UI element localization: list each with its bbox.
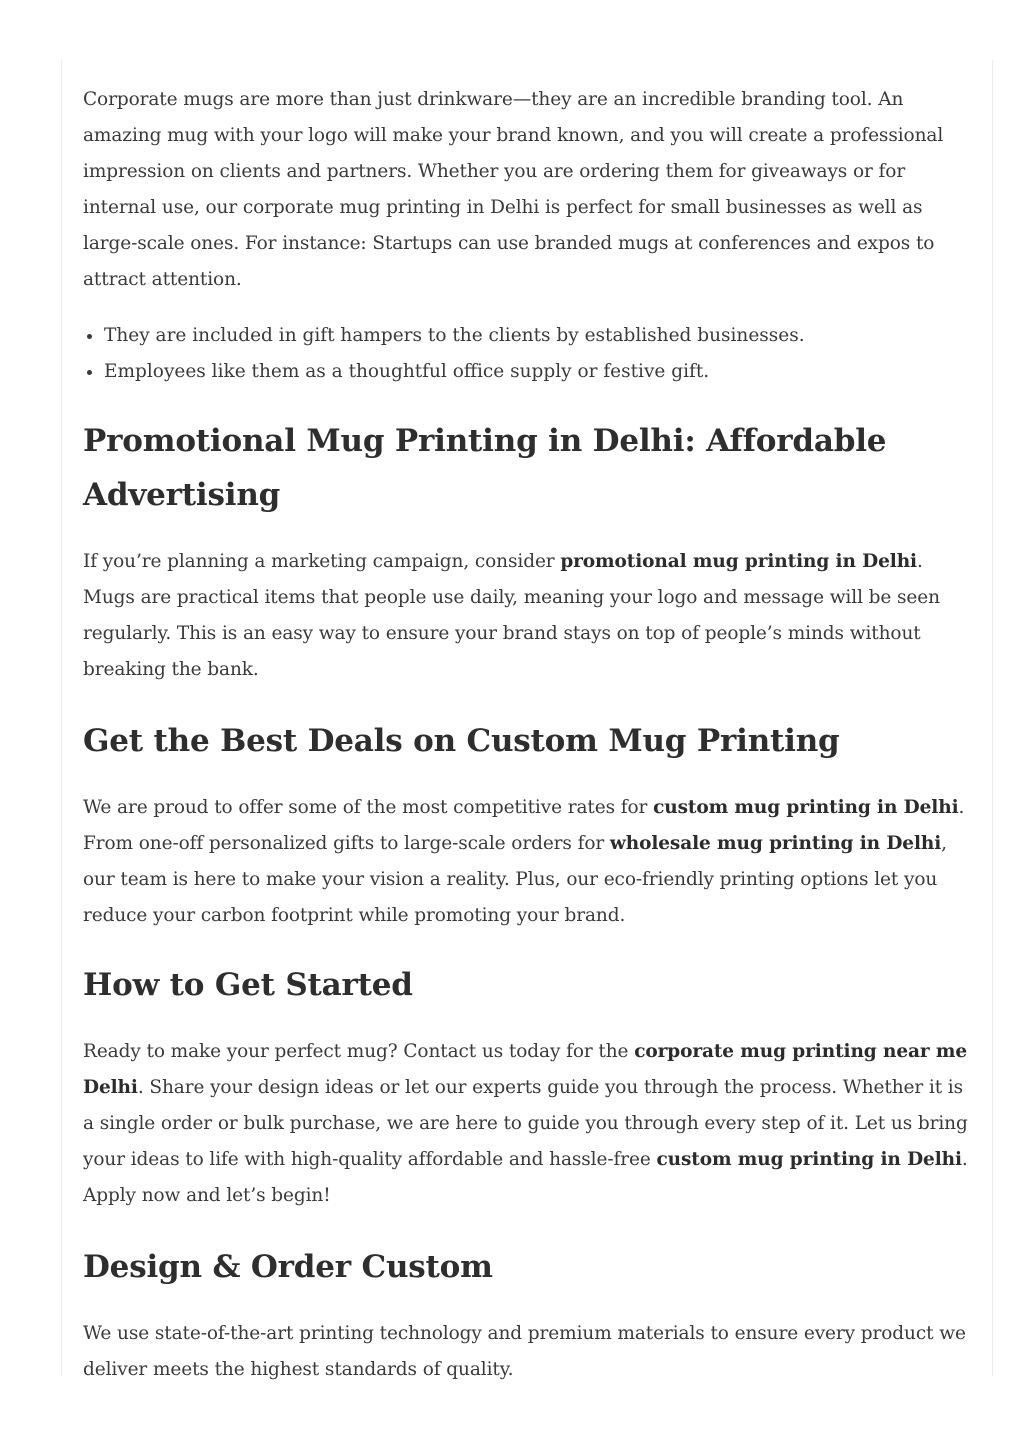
design-paragraph: We use state-of-the-art printing technology and premium materials to ensure every product we deliver meets the highest standards of quality. <box>83 1323 966 1380</box>
text-run: . Share your design ideas or let our experts guide you through the process. Whether it is a single order or bulk purchase, we are here to guide you through every step of it. Let us bring your ideas to life with high-quality affordable and hassle-free <box>83 1077 968 1170</box>
heading-promotional: Promotional Mug Printing in Delhi: Affordable Advertising <box>83 423 887 513</box>
heading-get-started: How to Get Started <box>83 967 413 1003</box>
bold-keyword: corporate mug printing near me Delhi <box>83 1041 968 1098</box>
article-body <box>83 82 973 1388</box>
text-run: We are proud to offer some of the most competitive rates for <box>83 797 654 818</box>
promotional-paragraph <box>83 544 973 688</box>
bold-keyword: custom mug printing in Delhi <box>656 1149 962 1170</box>
intro-paragraph: Corporate mugs are more than just drinkware—they are an incredible branding tool. An amazing mug with your logo will make your brand known, and you will create a professional impression on clients and partners. Whether you are ordering them for giveaways or for internal use, our corporate mug printing in Delhi is perfect for small businesses as well as large-scale ones. For instance: Startups can use branded mugs at conferences and expos to attract attention. <box>83 89 944 290</box>
heading-best-deals: Get the Best Deals on Custom Mug Printing <box>83 723 840 759</box>
deals-paragraph <box>83 790 973 934</box>
list-item: • They are included in gift hampers to the clients by established businesses. <box>104 318 973 354</box>
text-run: Ready to make your perfect mug? Contact us today for the <box>83 1041 635 1062</box>
text-run: , our team is here to make your vision a reality. Plus, our eco-friendly printing options let you reduce your carbon footprint while promoting your brand. <box>83 833 947 926</box>
text-run: . Mugs are practical items that people use daily, meaning your logo and message will be seen regularly. This is an easy way to ensure your brand stays on top of people’s minds without breaking the bank. <box>83 551 940 680</box>
benefits-list <box>83 318 973 390</box>
list-item: • Employees like them as a thoughtful office supply or festive gift. <box>104 354 973 390</box>
text-run: . Apply now and let’s begin! <box>83 1149 968 1206</box>
get-started-paragraph <box>83 1034 973 1214</box>
text-run: . From one-off personalized gifts to large-scale orders for <box>83 797 965 854</box>
text-run: If you’re planning a marketing campaign, consider <box>83 551 561 572</box>
bold-keyword: promotional mug printing in Delhi <box>560 551 917 572</box>
bold-keyword: wholesale mug printing in Delhi <box>609 833 942 854</box>
heading-design-order: Design & Order Custom <box>83 1249 493 1285</box>
bold-keyword: custom mug printing in Delhi <box>653 797 959 818</box>
